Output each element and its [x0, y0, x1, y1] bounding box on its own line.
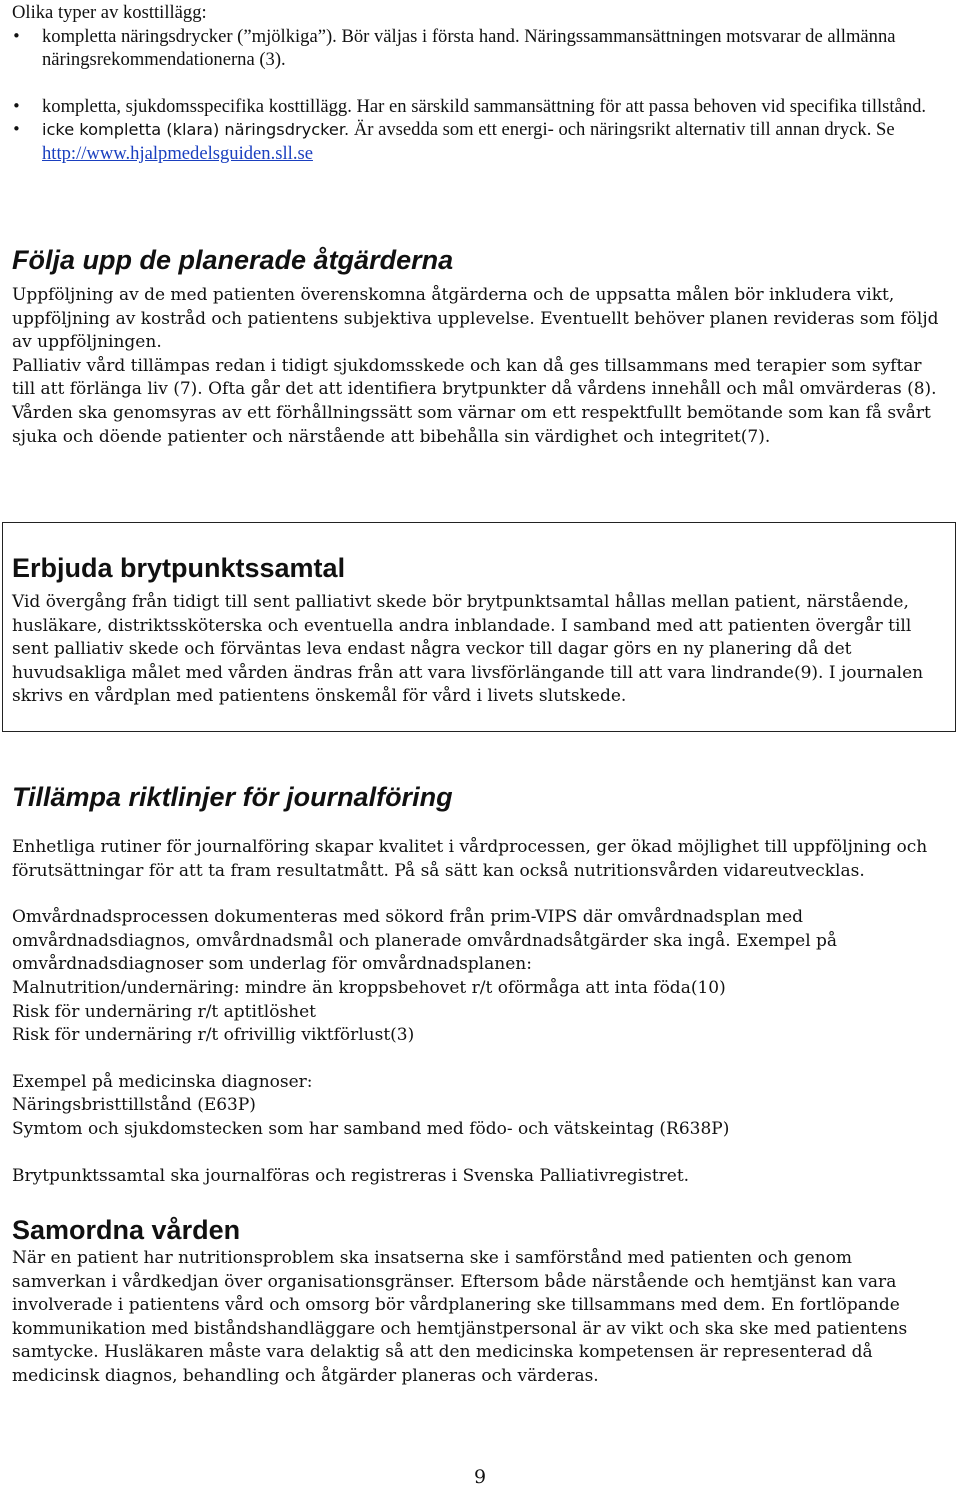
spacer [12, 883, 947, 906]
paragraph: Exempel på medicinska diagnoser: [12, 1071, 313, 1092]
supplement-types-list [12, 1, 942, 166]
spacer [12, 72, 942, 95]
list-item: • kompletta, sjukdomsspecifika kosttillägg. Har en särskild sammansättning för att passa behoven vid specifika tillstånd. [12, 95, 942, 119]
spacer [12, 1142, 947, 1165]
paragraph: Omvårdnadsprocessen dokumenteras med sökord från prim-VIPS där omvårdnadsplan med omvårdnadsdiagnos, omvårdnadsmål och planerade omvårdnadsåtgärder ska ingå. Exempel på omvårdnadsdiagnoser som underlag för omvårdnadsplanen: [12, 907, 838, 975]
section-folja-upp-body [12, 284, 947, 449]
diagnosis-line: Risk för undernäring r/t aptitlöshet [12, 1001, 317, 1022]
paragraph: Enhetliga rutiner för journalföring skapar kvalitet i vårdprocessen, ger ökad möjlighet till uppföljning och förutsättningar för att ta fram resultatmått. På så sätt kan också nutritionsvården vidareutvecklas. [12, 837, 928, 881]
diagnosis-line: Malnutrition/undernäring: mindre än kroppsbehovet r/t oförmåga att inta föda(10) [12, 977, 726, 998]
paragraph: Vid övergång från tidigt till sent palliativt skede bör brytpunktsamtal hållas mellan patient, närstående, husläkare, distriktssköterska och eventuella andra inblandade. I samband med att patienten övergår till sent palliativ skede och förväntas leva endast några veckor till dagar görs en ny planering då det huvudsakliga målet med vården ändras från att vara livsförlängande till att vara lindrande(9). I journalen skrivs en vårdplan med patientens önskemål för vård i livets slutskede. [12, 592, 924, 707]
diagnosis-line: Risk för undernäring r/t ofrivillig viktförlust(3) [12, 1025, 415, 1046]
diagnosis-line: Symtom och sjukdomstecken som har samband med födo- och vätskeintag (R638P) [12, 1118, 730, 1139]
list-item [12, 118, 942, 165]
intro-lead: Olika typer av kosttillägg: [12, 2, 207, 23]
paragraph: Brytpunktssamtal ska journalföras och registreras i Svenska Palliativregistret. [12, 1165, 690, 1186]
heading-samordna-varden: Samordna vården [12, 1215, 241, 1245]
section-samordna-body [12, 1247, 947, 1389]
spacer [12, 1048, 947, 1071]
heading-tillampa-riktlinjer: Tillämpa riktlinjer för journalföring [12, 782, 453, 812]
heading-folja-upp: Följa upp de planerade åtgärderna [12, 245, 454, 275]
section-erbjuda-body [12, 591, 947, 709]
diagnosis-line: Näringsbristtillstånd (E63P) [12, 1095, 256, 1116]
list-item-text: Är avsedda som ett energi- och näringsrikt alternativ till annan dryck. Se [349, 119, 895, 141]
page-number: 9 [473, 1466, 487, 1488]
hjalpmedelsguiden-link[interactable]: http://www.hjalpmedelsguiden.sll.se [42, 142, 313, 164]
paragraph: Palliativ vård tillämpas redan i tidigt sjukdomsskede och kan då ges tillsammans med terapier som syftar till att förlänga liv (7). Ofta går det att identifiera brytpunkter då vårdens innehåll och mål omvärderas (8). [12, 355, 937, 400]
paragraph: Vården ska genomsyras av ett förhållningssätt som värnar om ett respektfullt bemötande som kan få svårt sjuka och döende patienter och närstående att bibehålla sin värdighet och integritet(7). [12, 402, 931, 447]
list-item: • kompletta näringsdrycker (”mjölkiga”). Bör väljas i första hand. Näringssammansättningen motsvarar de allmänna näringsrekommendationerna (3). [12, 25, 942, 72]
section-tillampa-body [12, 836, 947, 1188]
paragraph: När en patient har nutritionsproblem ska insatserna ske i samförstånd med patienten och genom samverkan i vårdkedjan över organisationsgränser. Eftersom både närstående och hemtjänst kan vara involverade i patientens vård och omsorg bör vårdplanering ske tillsammans med dem. En fortlöpande kommunikation med biståndshandläggare och hemtjänstpersonal är av vikt och ska ske med patientens samtycke. Husläkaren måste vara delaktig så att den medicinska kompetensen är representerad då medicinsk diagnos, behandling och åtgärder planeras och värderas. [12, 1248, 908, 1386]
list-item-text: icke kompletta (klara) näringsdrycker. [42, 120, 350, 140]
paragraph: Uppföljning av de med patienten överenskomna åtgärderna och de uppsatta målen bör inkludera vikt, uppföljning av kostråd och patientens subjektiva upplevelse. Eventuellt behöver planen revideras som följd av uppföljningen. [12, 285, 939, 353]
heading-erbjuda-brytpunktssamtal: Erbjuda brytpunktssamtal [12, 553, 346, 583]
